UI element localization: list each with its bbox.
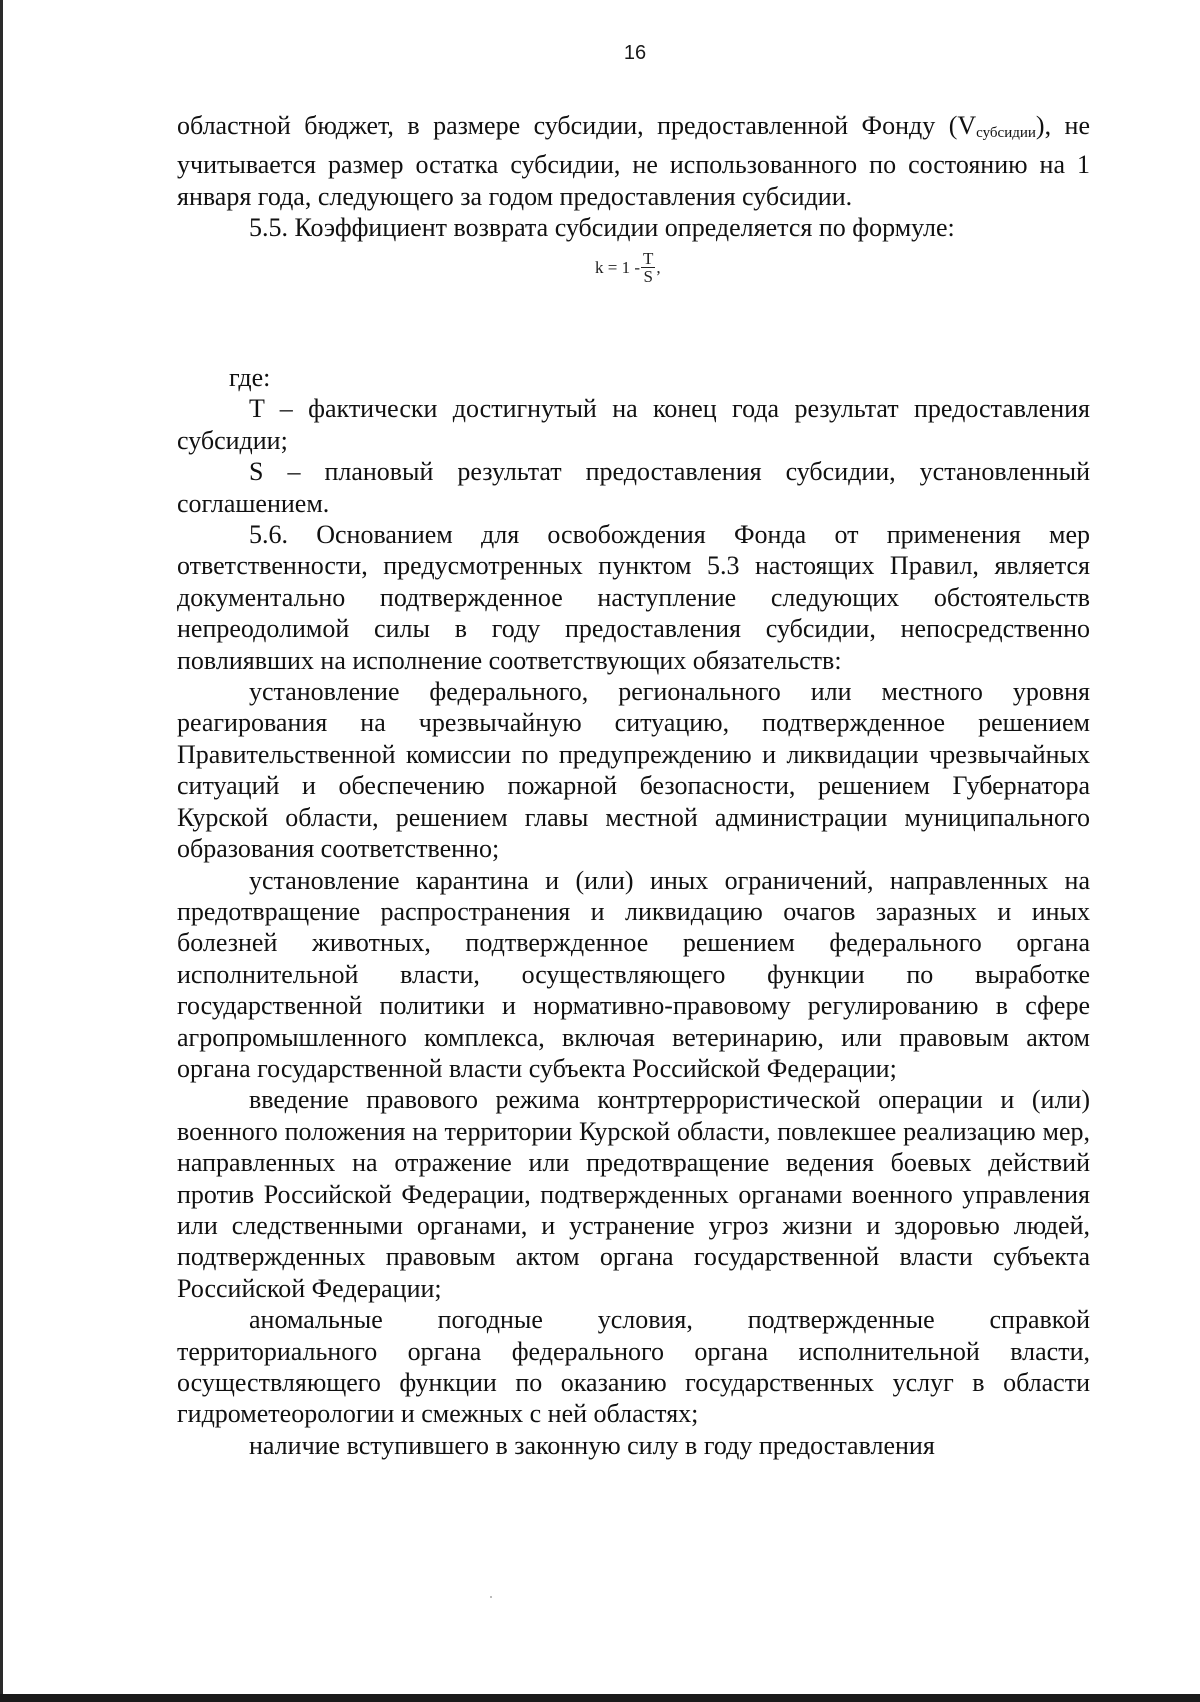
list-item-weather: аномальные погодные условия, подтвержденные справкой территориального органа федерального органа исполнительной власти, осуществляющего функции по оказанию государственных услуг в области гидрометеорологии и смежных с ней областях; [177,1305,1090,1429]
scan-speck [490,1596,492,1598]
paragraph-5-5: 5.5. Коэффициент возврата субсидии определяется по формуле: [249,213,955,243]
page-left-edge [0,0,3,1702]
list-item-emergency: установление федерального, регионального или местного уровня реагирования на чрезвычайную ситуацию, подтвержденное решением Правительственной комиссии по предупреждению и ликвидации чрезвычайных ситуаций и обеспечению пожарной безопасности, решением Губернатора Курской области, решением главы местной администрации муниципального образования соответственно; [177,677,1090,864]
formula-numerator: T [643,249,654,268]
list-item-counterterrorism: введение правового режима контртеррористической операции и (или) военного положения на территории Курской области, повлекшее реализацию мер, направленных на отражение или предотвращение ведения боевых действий против Российской Федерации, подтвержденных органами военного управления или следственными органами, и устранение угроз жизни и здоровью людей, подтвержденных правовым актом органа государственной власти субъекта Российской Федерации; [177,1085,1090,1303]
paragraph-text: областной бюджет, в размере субсидии, предоставленной Фонду (V [177,111,977,140]
definition-t: T – фактически достигнутый на конец года результат предоставления субсидии; [177,394,1090,455]
formula [595,250,661,285]
page-bottom-edge [0,1694,1200,1702]
paragraph-5-6: 5.6. Основанием для освобождения Фонда от применения мер ответственности, предусмотренных пунктом 5.3 настоящих Правил, является документально подтвержденное наступление следующих обстоятельств непреодолимой силы в году предоставления субсидии, непосредственно повлиявших на исполнение соответствующих обязательств: [177,520,1090,675]
definition-s: S – плановый результат предоставления субсидии, установленный соглашением. [177,457,1090,518]
formula-lhs: k = 1 - [595,257,640,277]
subscript-subsidy: субсидии [976,125,1036,141]
page-number: 16 [623,42,647,64]
main-text [177,362,1090,1461]
where-label: где: [229,363,271,392]
formula-trail: , [656,257,661,277]
list-item-court-decision: наличие вступившего в законную силу в году предоставления [249,1430,935,1460]
list-item-quarantine: установление карантина и (или) иных ограничений, направленных на предотвращение распространения и ликвидацию очагов заразных и иных болезней животных, подтвержденное решением федерального органа исполнительной власти, осуществляющего функции по выработке государственной политики и нормативно-правовому регулированию в сфере агропромышленного комплекса, включая ветеринарию, или правовым актом органа государственной власти субъекта Российской Федерации; [177,865,1090,1083]
formula-denominator: S [643,267,653,286]
paragraph-text: ), не учитывается размер остатка субсидии, не использованного по состоянию на 1 января года, следующего за годом предоставления субсидии. [177,111,1090,211]
paragraph-continuation [177,110,1090,244]
formula-fraction [641,250,655,285]
